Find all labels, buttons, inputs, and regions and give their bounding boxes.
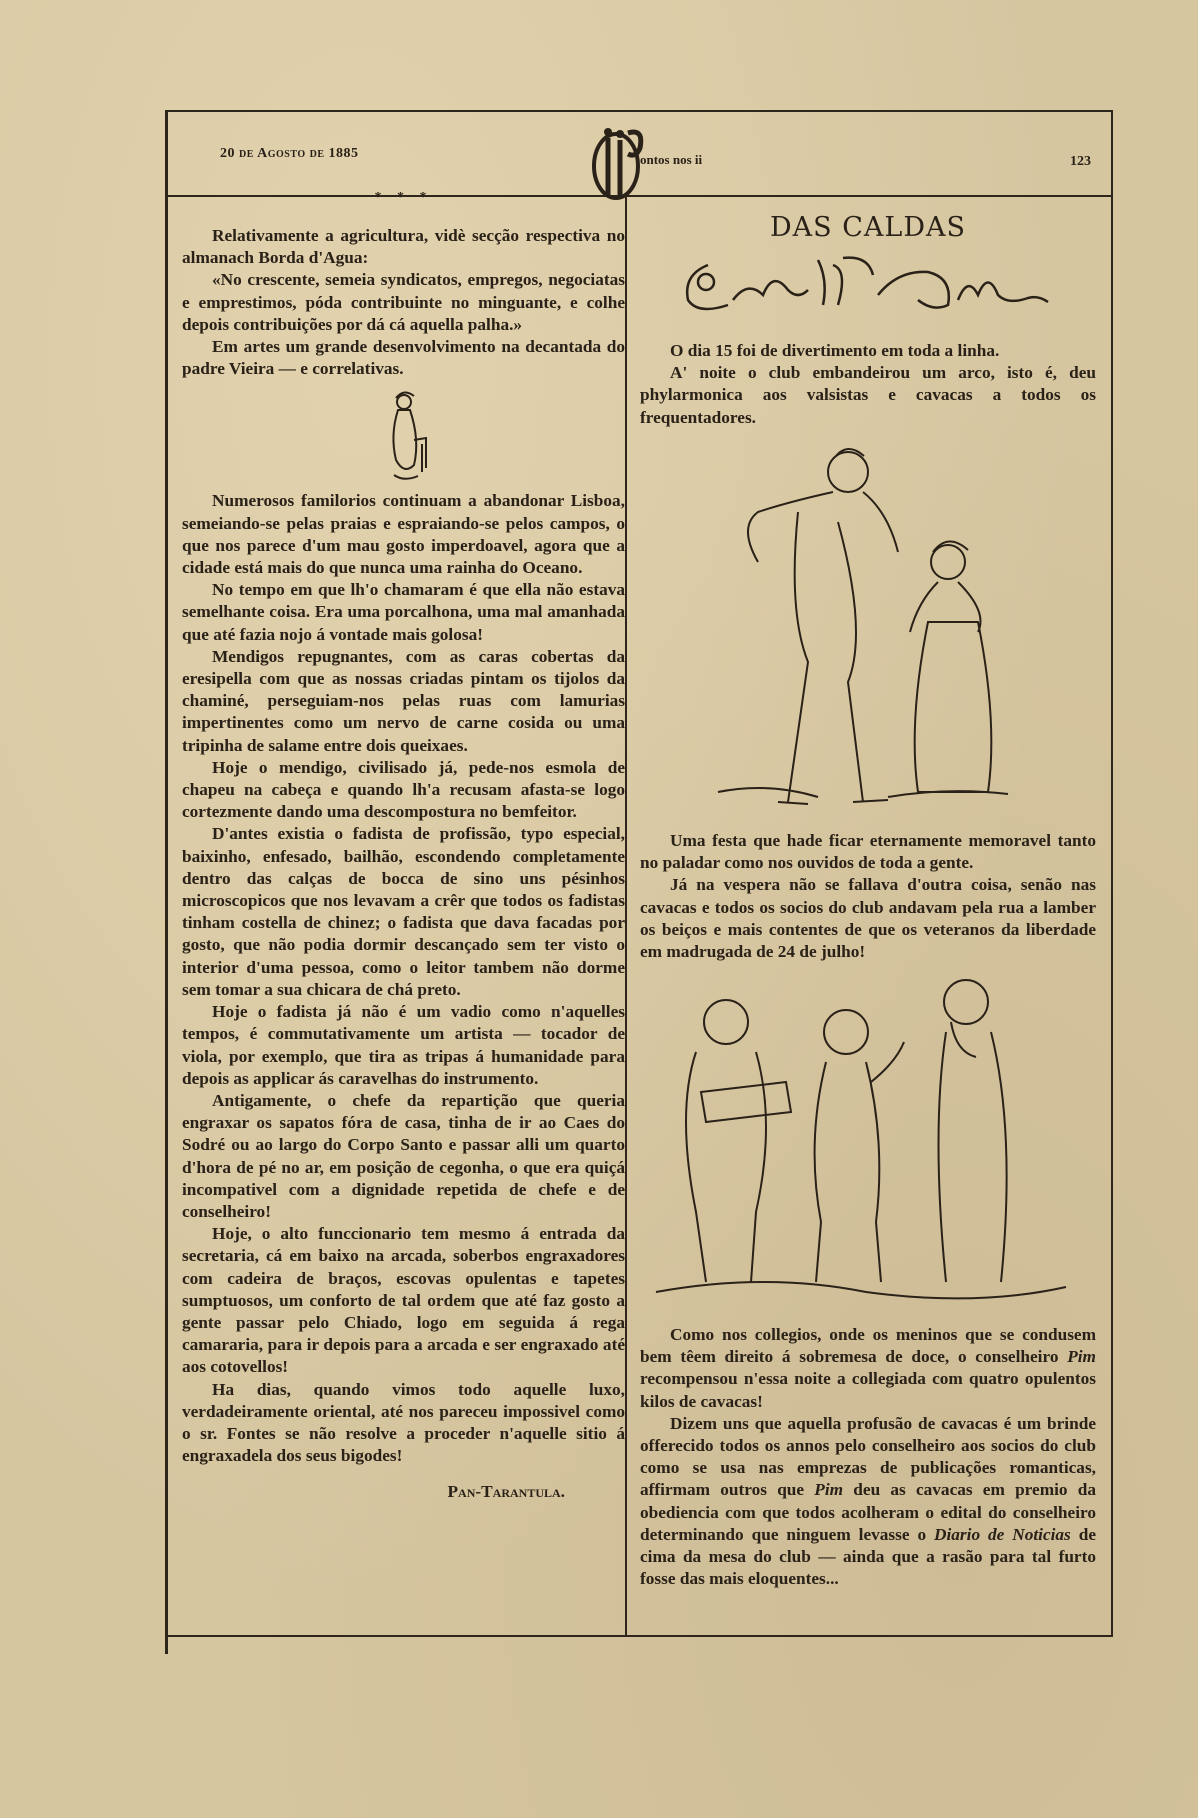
- three-men-cavacas-illustration: [646, 962, 1091, 1312]
- paragraph: Relativamente a agricultura, vidè secção respectiva no almanach Borda d'Agua:: [182, 226, 625, 268]
- paragraph: Mendigos repugnantes, com as caras cobertas da eresipella com que as nossas criadas pintam os tijolos da chaminé, perseguiam-nos pelas ruas com lamurias impertinentes como um nervo de carne cosida ou uma tripinha de salame entre dois queixaes.: [182, 646, 625, 755]
- paragraph: No tempo em que lh'o chamaram é que ella não estava semelhante coisa. Era uma porcalhona, uma mal amanhada que até fazia nojo á vontade mais golosa!: [182, 580, 625, 644]
- paragraph: Antigamente, o chefe da repartição que queria engraxar os sapatos fóra de casa, tinha de ir ao Caes do Sodré ou ao largo do Corpo Santo e passar alli um quarto d'hora de pé no ar, em posição de cegonha, o que era quiçá incompativel com a dignidade repetida de chefe e de conselheiro!: [182, 1090, 625, 1221]
- section-separator: * * *: [374, 190, 433, 205]
- right-column-middle: [640, 830, 1096, 963]
- paragraph: Já na vespera não se fallava d'outra coisa, senão nas cavacas e todos os socios do club andavam pela rua a lamber os beiços e mais contentes de que os veteranos da liberdade em madrugada de 24 de julho!: [640, 875, 1096, 962]
- paragraph: [640, 1324, 1096, 1413]
- left-column: [182, 190, 625, 1504]
- right-column-bottom: [640, 1324, 1096, 1590]
- paragraph: Hoje o fadista já não é um vadio como n'aquelles tempos, é commutativamente um artista — tocador de viola, por exemplo, que tira as tripas á humanidade para depois as applicar ás caravelhas do instrumento.: [182, 1002, 625, 1088]
- section-title: DAS CALDAS: [770, 212, 966, 243]
- author-signature: Pan-Tarantula.: [447, 1482, 565, 1502]
- paragraph: [640, 1413, 1096, 1591]
- couple-dancing-illustration: [648, 432, 1088, 822]
- page-number: 123: [1070, 154, 1091, 169]
- page-header: [168, 112, 1111, 197]
- text-span: Dizem uns que aquella profusão de cavacas é um brinde offerecido todos os annos pelo conselheiro aos socios do club como se usa nas emprezas de publicações romanticas, affirmam outros que: [640, 1413, 1096, 1500]
- text-span: deu as cavacas em premio da obediencia com que todos acolheram o edital do conselheiro determinando que ninguem levasse o: [640, 1480, 1097, 1544]
- column-divider: [625, 195, 627, 1635]
- page-frame: [165, 110, 1113, 1637]
- right-column-intro: [640, 340, 1096, 429]
- paragraph: Ha dias, quando vimos todo aquelle luxo, verdadeiramente oriental, até nos pareceu impossivel como o sr. Fontes se não resolve a proceder n'aquelle sitio á engraxadela dos seus bigodes!: [182, 1379, 625, 1466]
- paragraph: O dia 15 foi de divertimento em toda a linha.: [670, 341, 1000, 360]
- newspaper-name: Diario de Noticias: [934, 1524, 1071, 1544]
- paragraph: Uma festa que hade ficar eternamente memoravel tanto no paladar como nos ouvidos de toda a gente.: [640, 831, 1096, 873]
- name-pim: Pim: [814, 1480, 844, 1500]
- decorative-flourish: [678, 250, 1078, 320]
- text-span: de cima da mesa do club — ainda que a rasão para tal furto fosse das mais eloquentes...: [640, 1524, 1096, 1589]
- paragraph: Hoje o mendigo, civilisado já, pede-nos esmola de chapeu na cabeça e quando lh'a recusam afasta-se logo cortezmente dando uma descompostura no bemfeitor.: [182, 757, 625, 822]
- vignette-figure-illustration: [182, 380, 625, 490]
- paragraph: Hoje, o alto funccionario tem mesmo á entrada da secretaria, cá em baixo na arcada, soberbos engraxadores com cadeira de braços, escovas opulentas e tapetes sumptuosos, um conforto de tal ordem que até faz gosto a gente passar pelo Chiado, logo em seguida á rega camararia, para ir depois para a arcada e ser engraxado até aos cotovellos!: [182, 1224, 625, 1377]
- paragraph: Em artes um grande desenvolvimento na decantada do padre Vieira — e correlativas.: [182, 337, 625, 379]
- paragraph: «No crescente, semeia syndicatos, empregos, negociatas e emprestimos, póda contribuinte no minguante, e colhe depois contribuições por dá cá aquella palha.»: [182, 270, 625, 334]
- svg-text:ontos nos ii: ontos nos ii: [640, 152, 703, 167]
- text-span: Como nos collegios, onde os meninos que se condusem bem têem direito á sobremesa de doce, o conselheiro: [640, 1325, 1096, 1367]
- paragraph: D'antes existia o fadista de profissão, typo especial, baixinho, enfesado, bailhão, escondendo completamente dentro das calças de bocca de sino uns pésinhos microscopicos que nos levavam a crêr que todos os fadistas tinham costella de chinez; o fadista que dava facadas por gosto, que não podia dormir descançado sem ter visto o interior d'uma pessoa, como o leitor tambem não dorme sem tomar a sua chicara de chá preto.: [182, 824, 625, 999]
- text-span: recompensou n'essa noite a collegiada com quatro opulentos kilos de cavacas!: [640, 1369, 1096, 1411]
- name-pim: Pim: [1067, 1347, 1096, 1367]
- paragraph: Numerosos familorios continuam a abandonar Lisboa, semeiando-se pelas praias e espraiando-se pelos campos, o que nos parece d'um mau gosto imperdoavel, agora que a cidade está mais do que nunca uma rainha do Oceano.: [182, 491, 625, 578]
- paragraph: A' noite o club embandeirou um arco, isto é, deu phylarmonica aos valsistas e cavacas a todos os frequentadores.: [640, 363, 1096, 427]
- issue-date: 20 de Agosto de 1885: [220, 146, 359, 161]
